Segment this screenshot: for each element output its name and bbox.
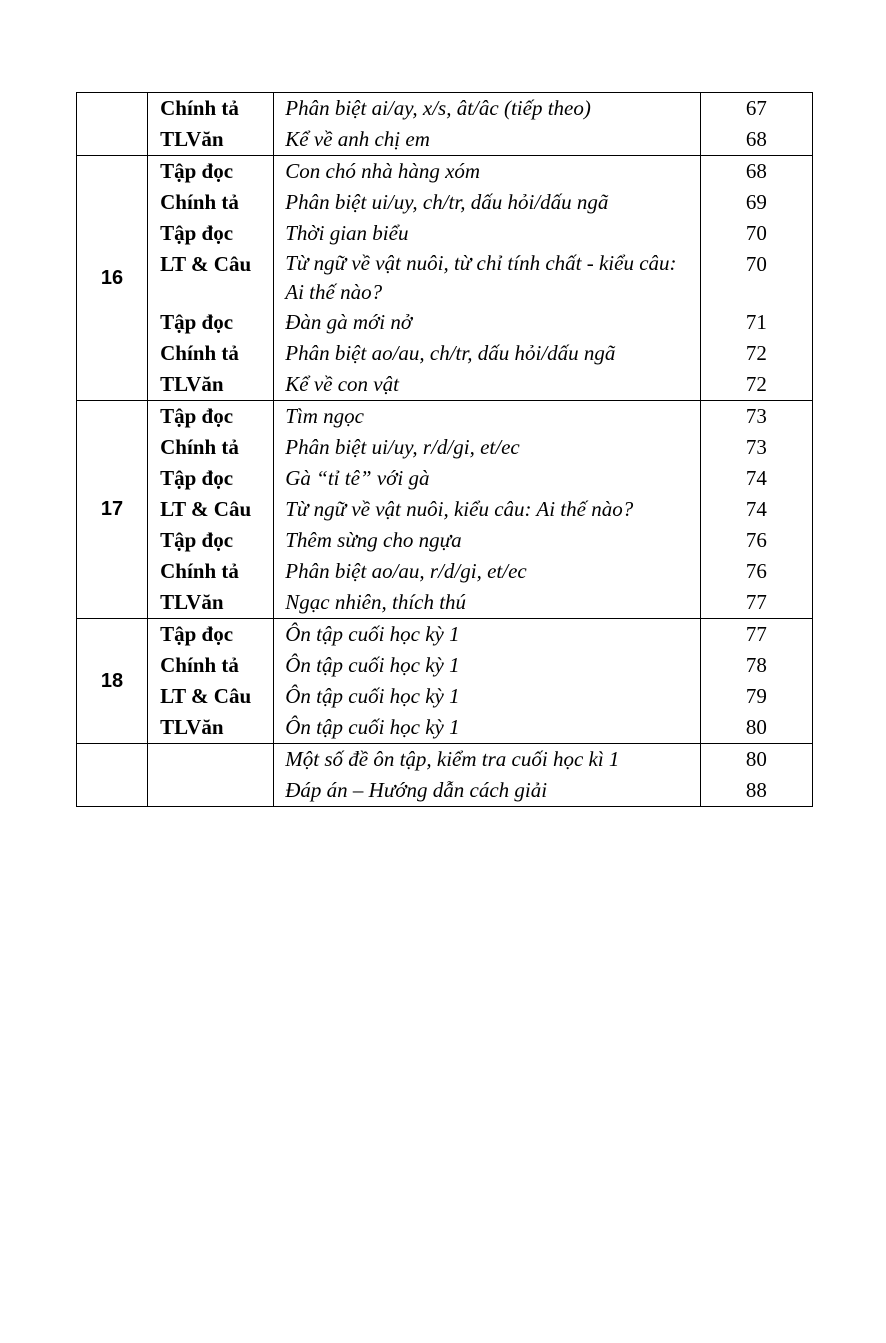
subject-label: Tập đọc <box>160 466 234 490</box>
page-number: 72 <box>745 341 767 365</box>
lesson-title: Phân biệt ao/au, ch/tr, dấu hỏi/dấu ngã <box>285 341 616 365</box>
page-number-cell <box>700 619 812 744</box>
lesson-title-cell <box>274 401 701 619</box>
lesson-title: Ôn tập cuối học kỳ 1 <box>285 684 460 708</box>
subject-label: LT & Câu <box>160 252 252 276</box>
page-number: 69 <box>745 190 767 214</box>
week-number: 17 <box>77 401 148 619</box>
week-number: 18 <box>77 619 148 744</box>
lesson-title-cell <box>274 744 701 807</box>
subject-label: Chính tả <box>160 341 239 365</box>
lesson-title: Tìm ngọc <box>285 404 364 428</box>
toc-body <box>77 93 813 807</box>
subject-label: Tập đọc <box>160 622 234 646</box>
page-number: 67 <box>745 96 767 120</box>
page-number: 74 <box>745 497 767 521</box>
lesson-title: Phân biệt ai/ay, x/s, ât/âc (tiếp theo) <box>285 96 591 120</box>
subject-label: TLVăn <box>160 127 224 151</box>
week-number: 16 <box>77 156 148 401</box>
week-row <box>77 401 813 619</box>
week-row <box>77 93 813 156</box>
lesson-title: Đàn gà mới nở <box>285 310 413 334</box>
page-number: 80 <box>745 715 767 739</box>
page-number: 76 <box>745 559 767 583</box>
page-number: 77 <box>745 622 767 646</box>
page-number-cell <box>700 744 812 807</box>
subject-label: Tập đọc <box>160 159 234 183</box>
lesson-title: Phân biệt ui/uy, ch/tr, dấu hỏi/dấu ngã <box>285 190 609 214</box>
lesson-title: Ngạc nhiên, thích thú <box>285 590 467 614</box>
page-number: 77 <box>745 590 767 614</box>
subject-label: Tập đọc <box>160 310 234 334</box>
subject-label: Chính tả <box>160 190 239 214</box>
subject-label: TLVăn <box>160 715 224 739</box>
week-row <box>77 156 813 401</box>
page-number: 72 <box>745 372 767 396</box>
subject-label-cell <box>148 619 274 744</box>
lesson-title: Thêm sừng cho ngựa <box>285 528 462 552</box>
lesson-title: Ôn tập cuối học kỳ 1 <box>285 653 460 677</box>
lesson-title-cell <box>274 156 701 401</box>
subject-label: Tập đọc <box>160 221 234 245</box>
lesson-title: Ôn tập cuối học kỳ 1 <box>285 715 460 739</box>
lesson-title: Kể về con vật <box>285 372 399 396</box>
lesson-title-cell <box>274 93 701 156</box>
subject-label-cell <box>148 93 274 156</box>
page-number: 78 <box>745 653 767 677</box>
lesson-title: Con chó nhà hàng xóm <box>285 159 481 183</box>
page-number: 71 <box>745 310 767 334</box>
lesson-title: Thời gian biểu <box>285 221 409 245</box>
page-number: 73 <box>745 404 767 428</box>
table-of-contents <box>76 92 813 807</box>
subject-label: Chính tả <box>160 435 239 459</box>
page-number: 73 <box>745 435 767 459</box>
lesson-title: Từ ngữ về vật nuôi, từ chỉ tính chất - kiểu câu: Ai thế nào? <box>285 251 677 304</box>
page-number: 68 <box>745 159 767 183</box>
lesson-title: Phân biệt ui/uy, r/d/gi, et/ec <box>285 435 520 459</box>
page-number: 79 <box>745 684 767 708</box>
page-number: 74 <box>745 466 767 490</box>
page-number: 68 <box>745 127 767 151</box>
subject-label: LT & Câu <box>160 497 252 521</box>
page-number: 80 <box>745 747 767 771</box>
page-number: 88 <box>745 778 767 802</box>
subject-label: Tập đọc <box>160 404 234 428</box>
week-row <box>77 744 813 807</box>
subject-label-cell <box>148 156 274 401</box>
page-number-cell <box>700 401 812 619</box>
lesson-title: Kể về anh chị em <box>285 127 430 151</box>
page-number-cell <box>700 93 812 156</box>
lesson-title: Đáp án – Hướng dẫn cách giải <box>285 778 548 802</box>
subject-label <box>148 775 273 806</box>
subject-label: Chính tả <box>160 559 239 583</box>
page-number: 76 <box>745 528 767 552</box>
subject-label: Chính tả <box>160 96 239 120</box>
subject-label-cell <box>148 401 274 619</box>
lesson-title: Phân biệt ao/au, r/d/gi, et/ec <box>285 559 527 583</box>
lesson-title: Gà “tỉ tê” với gà <box>285 466 430 490</box>
week-number <box>77 93 148 156</box>
page-number-cell <box>700 156 812 401</box>
lesson-title: Ôn tập cuối học kỳ 1 <box>285 622 460 646</box>
subject-label: TLVăn <box>160 590 224 614</box>
week-number <box>77 744 148 807</box>
lesson-title: Từ ngữ về vật nuôi, kiểu câu: Ai thế nào? <box>285 497 634 521</box>
page-number: 70 <box>745 221 767 245</box>
week-row <box>77 619 813 744</box>
subject-label <box>148 744 273 775</box>
subject-label: Tập đọc <box>160 528 234 552</box>
page-number: 70 <box>745 252 767 276</box>
lesson-title: Một số đề ôn tập, kiểm tra cuối học kì 1 <box>285 747 620 771</box>
lesson-title-cell <box>274 619 701 744</box>
subject-label: LT & Câu <box>160 684 252 708</box>
subject-label-cell <box>148 744 274 807</box>
subject-label: TLVăn <box>160 372 224 396</box>
subject-label: Chính tả <box>160 653 239 677</box>
